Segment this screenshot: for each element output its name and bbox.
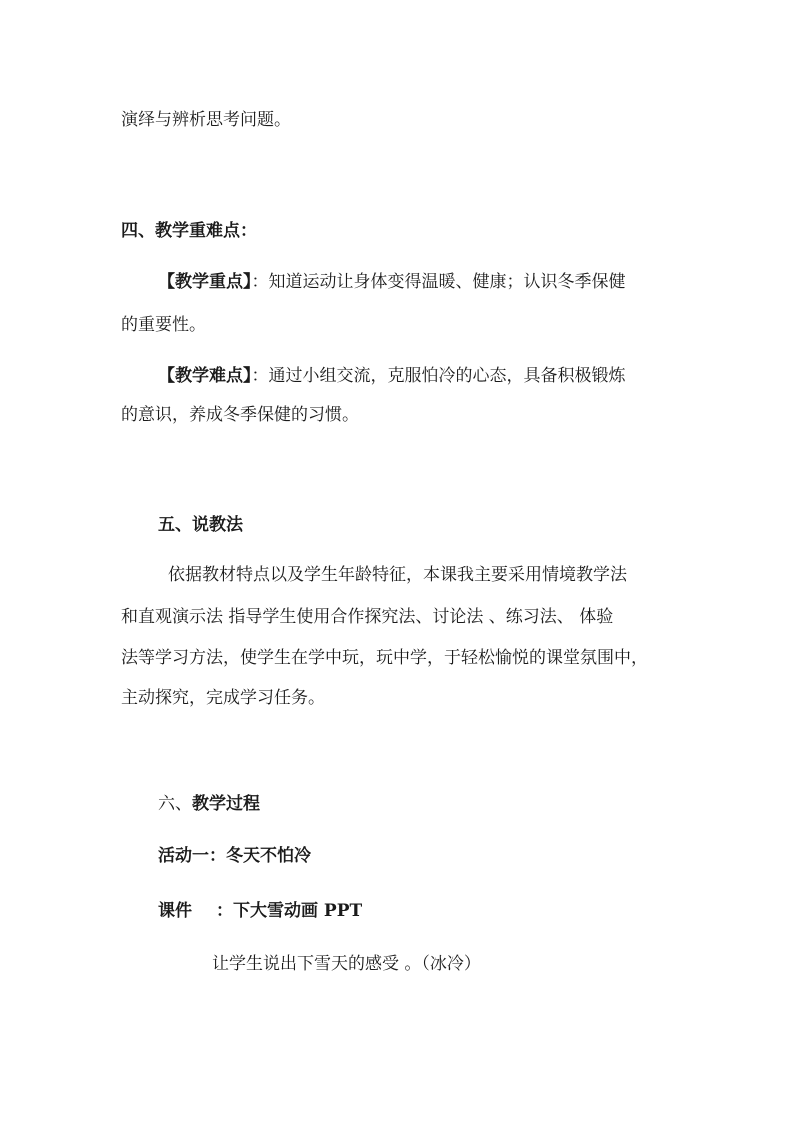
intro-paragraph-tail: 演绎与辨析思考问题。	[121, 110, 291, 130]
activity-1-title: 活动一：冬天不怕冷	[158, 846, 311, 866]
teaching-difficulty-line-1	[158, 365, 626, 387]
teaching-difficulty-line-2: 的意识，养成冬季保健的习惯。	[121, 405, 359, 425]
teaching-method-line-2: 和直观演示法 指导学生使用合作探究法、讨论法 、练习法、 体验	[121, 607, 614, 627]
teaching-focus-label: 【教学重点】	[158, 272, 252, 292]
teaching-difficulty-text: ：通过小组交流，克服怕冷的心态，具备积极锻炼	[251, 366, 626, 386]
teaching-difficulty-label: 【教学难点】	[158, 366, 252, 386]
courseware-line	[158, 900, 362, 922]
teaching-method-line-1: 依据教材特点以及学生年龄特征，本课我主要采用情境教学法	[168, 565, 627, 585]
courseware-label: 课件	[158, 901, 192, 921]
section-6-heading	[158, 793, 260, 815]
teaching-method-line-4: 主动探究，完成学习任务。	[121, 688, 325, 708]
section-6-number: 六、	[158, 794, 192, 814]
activity-instruction: 让学生说出下雪天的感受 。（冰冷）	[212, 954, 481, 974]
teaching-focus-line-1	[158, 271, 626, 293]
section-4-heading: 四、教学重难点：	[121, 221, 257, 241]
section-5-heading: 五、说教法	[158, 515, 243, 535]
teaching-focus-text: ：知道运动让身体变得温暖、健康；认识冬季保健	[251, 272, 626, 292]
teaching-method-line-3: 法等学习方法，使学生在学中玩，玩中学，于轻松愉悦的课堂氛围中，	[121, 648, 648, 668]
courseware-text: ：下大雪动画 PPT	[216, 901, 363, 921]
section-6-title: 教学过程	[192, 794, 260, 814]
teaching-focus-line-2: 的重要性。	[121, 315, 206, 335]
